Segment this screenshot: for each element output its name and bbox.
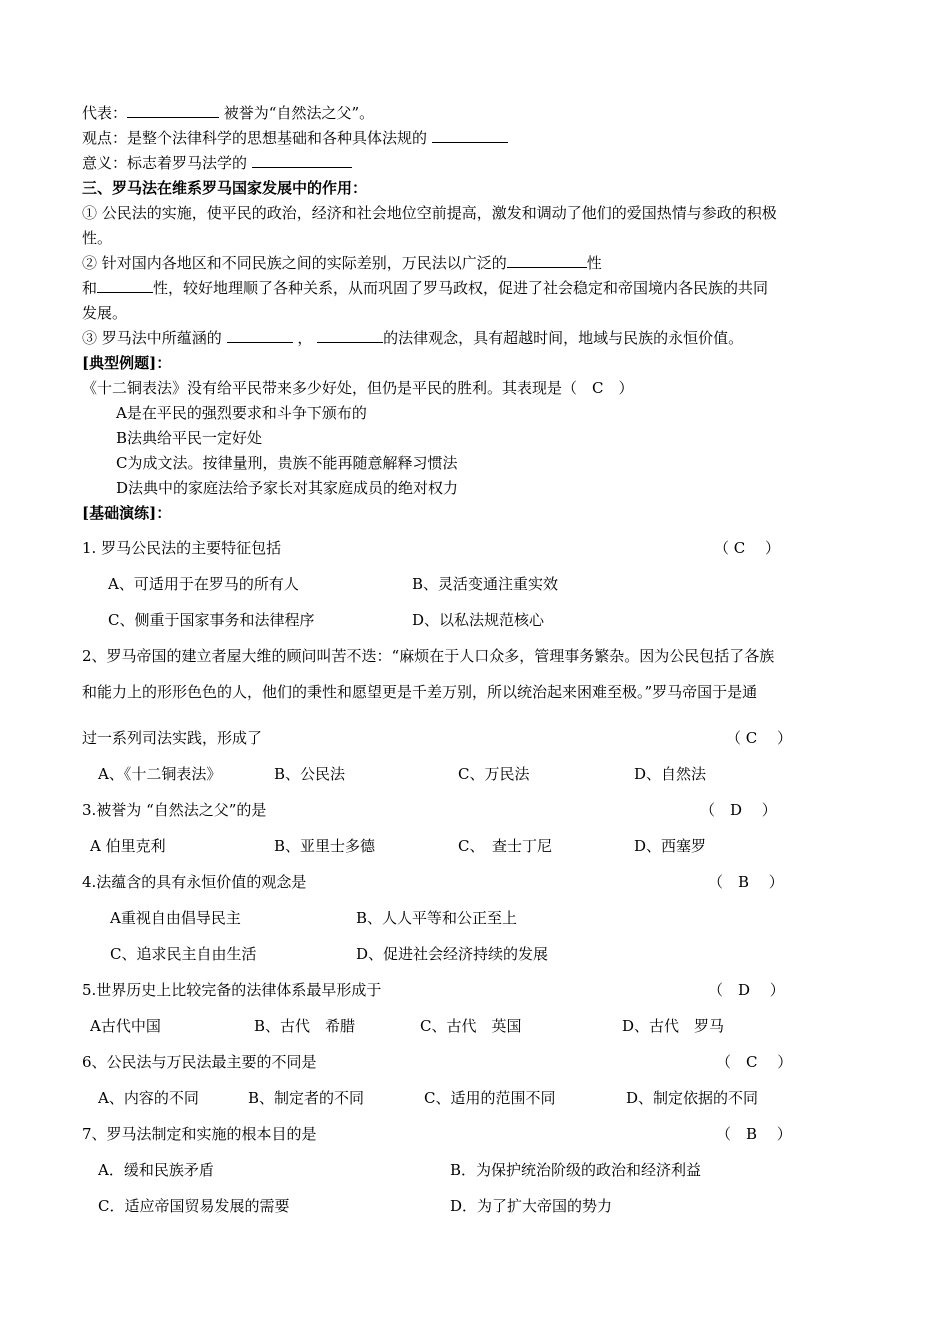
example-option-b: B法典给平民一定好处	[116, 429, 263, 447]
daibiao-line: 代表： 被誉为“自然法之父”。	[82, 104, 375, 122]
q1-option-c: C、侧重于国家事务和法律程序	[108, 611, 315, 629]
q2-option-d: D、自然法	[634, 765, 707, 783]
blank-6	[227, 328, 293, 343]
blank-3	[252, 153, 352, 168]
q3-option-b: B、亚里士多德	[274, 837, 376, 855]
q1-answer: （ C ）	[714, 539, 781, 557]
blank-7	[317, 328, 383, 343]
q1-option-a: A、可适用于在罗马的所有人	[108, 575, 299, 593]
q7-option-c: C．适应帝国贸易发展的需要	[98, 1197, 290, 1215]
section3-p2-line1: ② 针对国内各地区和不同民族之间的实际差别，万民法以广泛的 性	[82, 254, 602, 272]
section3-p1-line2: 性。	[82, 229, 113, 247]
q3-stem: 3.被誉为 “自然法之父”的是	[82, 801, 267, 819]
q2-line1: 2、罗马帝国的建立者屋大维的顾问叫苦不迭：“麻烦在于人口众多，管理事务繁杂。因为公民包括了各族	[82, 647, 775, 665]
q7-option-d: D．为了扩大帝国的势力	[450, 1197, 613, 1215]
q1-option-d: D、以私法规范核心	[412, 611, 545, 629]
section3-p1-line1: ① 公民法的实施，使平民的政治，经济和社会地位空前提高，激发和调动了他们的爱国热情与参政的积极	[82, 204, 777, 222]
q5-option-b: B、古代 希腊	[254, 1017, 356, 1035]
q3-option-a: A 伯里克利	[90, 837, 166, 855]
example-heading: [典型例题]：	[82, 354, 172, 372]
guandian-line: 观点：是整个法律科学的思想基础和各种具体法规的	[82, 128, 508, 148]
blank-5	[97, 278, 153, 293]
q6-option-c: C、适用的范围不同	[424, 1089, 556, 1107]
blank-4	[507, 253, 587, 268]
blank-2	[432, 128, 508, 143]
q5-stem: 5.世界历史上比较完备的法律体系最早形成于	[82, 981, 382, 999]
section3-p3: ③ 罗马法中所蕴涵的 ， 的法律观念，具有超越时间，地域与民族的永恒价值。	[82, 329, 744, 347]
q4-option-b: B、人人平等和公正至上	[356, 909, 518, 927]
q2-option-c: C、万民法	[458, 765, 530, 783]
q2-option-b: B、公民法	[274, 765, 346, 783]
q5-option-d: D、古代 罗马	[622, 1017, 725, 1035]
q4-stem: 4.法蕴含的具有永恒价值的观念是	[82, 873, 307, 891]
q2-line3: 过一系列司法实践，形成了	[82, 729, 263, 747]
q7-stem: 7、罗马法制定和实施的根本目的是	[82, 1125, 317, 1143]
q7-option-b: B．为保护统治阶级的政治和经济利益	[450, 1161, 702, 1179]
q2-answer: （ C ）	[726, 729, 793, 747]
q2-line2: 和能力上的形形色色的人，他们的秉性和愿望更是千差万别，所以统治起来困难至极。”罗马帝国于是通	[82, 683, 758, 701]
q7-answer: （ B ）	[716, 1125, 792, 1143]
q6-answer: （ C ）	[716, 1053, 793, 1071]
q4-option-a: A重视自由倡导民主	[110, 909, 241, 927]
blank-1	[127, 103, 219, 118]
section3-p2-line3: 发展。	[82, 304, 128, 322]
q1-option-b: B、灵活变通注重实效	[412, 575, 559, 593]
practice-heading: [基础演练]：	[82, 504, 172, 522]
q5-option-c: C、古代 英国	[420, 1017, 522, 1035]
example-option-d: D法典中的家庭法给予家长对其家庭成员的绝对权力	[116, 479, 459, 497]
q6-option-b: B、制定者的不同	[248, 1089, 365, 1107]
q5-answer: （ D ）	[708, 981, 785, 999]
q6-stem: 6、公民法与万民法最主要的不同是	[82, 1053, 317, 1071]
q3-answer: （ D ）	[700, 801, 777, 819]
yiyi-line: 意义：标志着罗马法学的	[82, 153, 352, 173]
section3-heading: 三、罗马法在维系罗马国家发展中的作用：	[82, 179, 368, 197]
example-question: 《十二铜表法》没有给平民带来多少好处，但仍是平民的胜利。其表现是（ C ）	[82, 379, 634, 397]
q3-option-c: C、 查士丁尼	[458, 837, 552, 855]
section3-p2-line2: 和 性，较好地理顺了各种关系，从而巩固了罗马政权，促进了社会稳定和帝国境内各民族的共同	[82, 279, 769, 297]
q1-stem: 1. 罗马公民法的主要特征包括	[82, 539, 282, 557]
example-option-a: A是在平民的强烈要求和斗争下颁布的	[116, 404, 367, 422]
q4-option-c: C、追求民主自由生活	[110, 945, 257, 963]
q6-option-a: A、内容的不同	[98, 1089, 199, 1107]
q2-option-a: A、《十二铜表法》	[98, 765, 222, 783]
q7-option-a: A．缓和民族矛盾	[98, 1161, 214, 1179]
q3-option-d: D、西塞罗	[634, 837, 707, 855]
q6-option-d: D、制定依据的不同	[626, 1089, 759, 1107]
q4-option-d: D、促进社会经济持续的发展	[356, 945, 549, 963]
example-option-c: C为成文法。按律量刑，贵族不能再随意解释习惯法	[116, 454, 458, 472]
q5-option-a: A古代中国	[90, 1017, 161, 1035]
q4-answer: （ B ）	[708, 873, 784, 891]
